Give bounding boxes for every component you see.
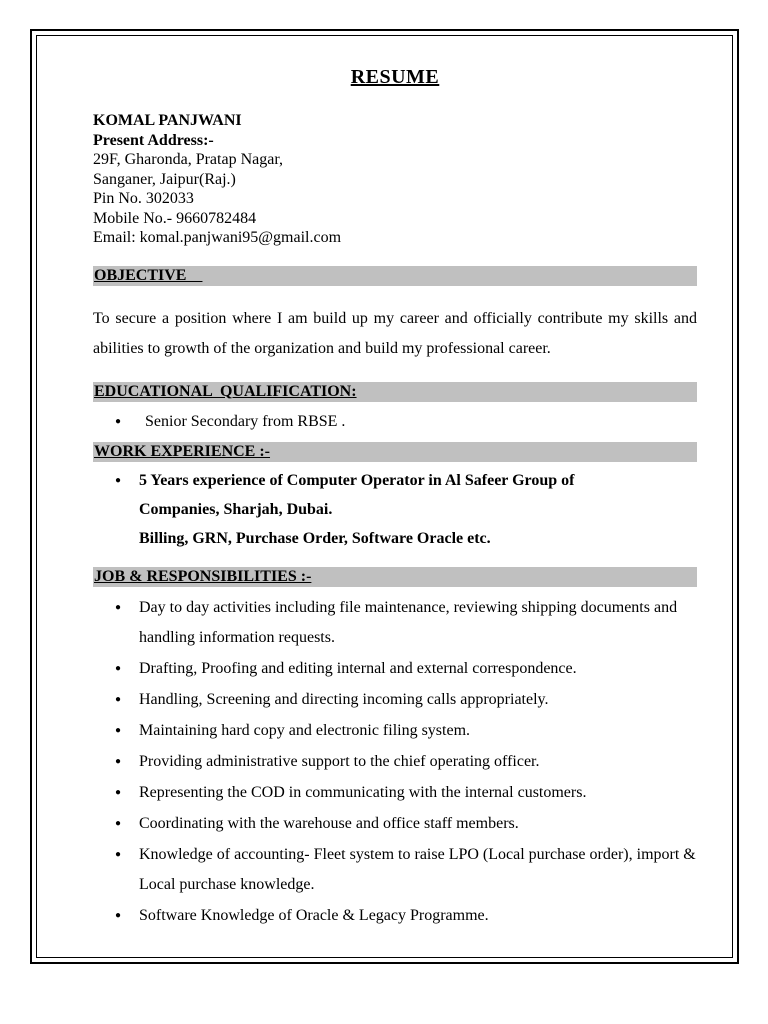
list-item [93,840,697,900]
job-item: Knowledge of accounting- Fleet system to raise LPO (Local purchase order), import & Local purchase knowledge. [139,845,696,893]
list-item [93,593,697,653]
jobs-list [93,593,697,931]
bullet-icon: ● [115,415,122,427]
job-item: Maintaining hard copy and electronic filing system. [139,721,471,739]
candidate-name: KOMAL PANJWANI [93,112,242,129]
list-item [93,685,697,715]
list-item [93,778,697,808]
bullet-icon: ● [115,755,122,767]
list-item [93,809,697,839]
address-line-1: 29F, Gharonda, Pratap Nagar, [93,151,284,168]
job-item: Day to day activities including file maintenance, reviewing shipping documents and handling information requests. [139,598,678,646]
bullet-icon: ● [115,601,122,613]
address-line-2: Sanganer, Jaipur(Raj.) [93,170,236,188]
list-item [93,654,697,684]
contact-block [93,111,697,248]
email-address: Email: komal.panjwani95@gmail.com [93,229,342,246]
education-item: Senior Secondary from RBSE . [145,412,346,430]
bullet-icon: ● [115,909,122,921]
bullet-icon: ● [115,693,122,705]
education-heading: EDUCATIONAL QUALIFICATION: [93,382,697,402]
bullet-icon: ● [115,662,122,674]
list-item [93,901,697,931]
bullet-icon: ● [115,848,122,860]
bullet-icon: ● [115,817,122,829]
jobs-heading: JOB & RESPONSIBILITIES :- [93,567,697,587]
bullet-icon: ● [115,474,122,486]
bullet-icon: ● [115,786,122,798]
job-item: Coordinating with the warehouse and office staff members. [139,814,519,832]
education-list [93,412,697,432]
list-item [93,412,697,432]
objective-heading: OBJECTIVE [93,266,697,286]
work-list [93,466,697,553]
bullet-icon: ● [115,724,122,736]
mobile-number: Mobile No.- 9660782484 [93,209,257,227]
job-item: Handling, Screening and directing incoming calls appropriately. [139,690,549,708]
list-item [93,716,697,746]
work-line-2: Companies, Sharjah, Dubai. [139,500,333,518]
job-item: Drafting, Proofing and editing internal and external correspondence. [139,659,577,677]
work-line-1: 5 Years experience of Computer Operator in Al Safeer Group of [139,471,575,489]
job-item: Representing the COD in communicating with the internal customers. [139,783,587,801]
resume-title: RESUME [350,66,440,88]
objective-text: To secure a position where I am build up my career and officially contribute my skills and abilities to growth of the organization and build my professional career. [93,309,697,357]
list-item [93,747,697,777]
job-item: Software Knowledge of Oracle & Legacy Programme. [139,906,489,924]
job-item: Providing administrative support to the chief operating officer. [139,752,540,770]
address-label: Present Address:- [93,131,214,149]
work-line-3: Billing, GRN, Purchase Order, Software Oracle etc. [139,529,491,547]
work-heading: WORK EXPERIENCE :- [93,442,697,462]
list-item [93,466,697,553]
pin-code: Pin No. 302033 [93,190,194,207]
resume-content [93,66,697,932]
